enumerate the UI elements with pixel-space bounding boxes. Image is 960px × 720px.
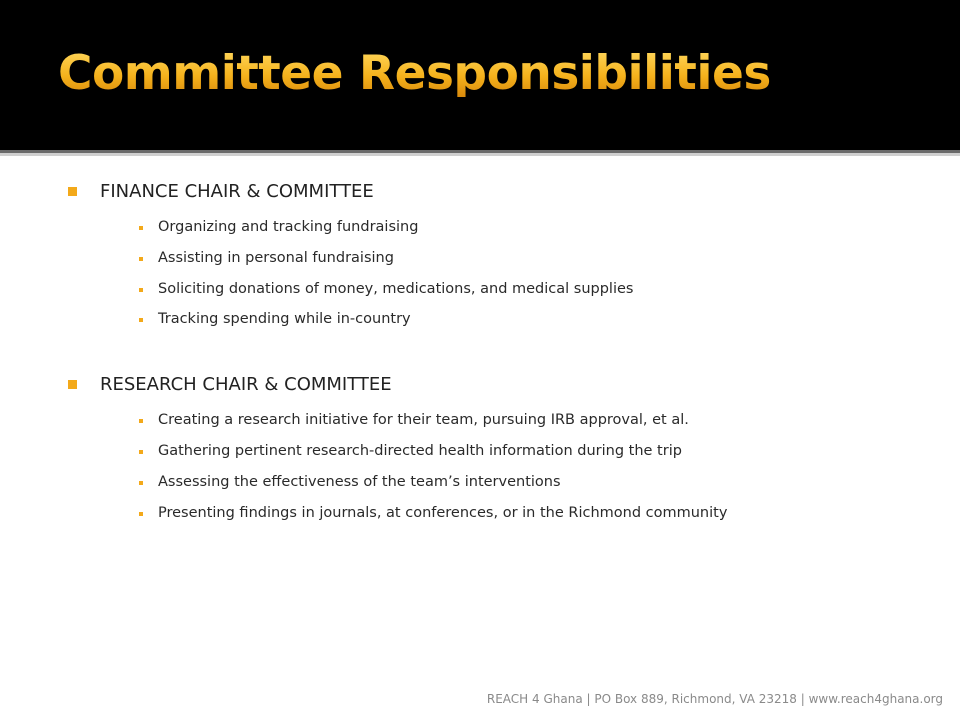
list-item: Assisting in personal fundraising — [158, 250, 394, 266]
small-square-bullet-icon — [139, 318, 143, 322]
small-square-bullet-icon — [139, 288, 143, 292]
list-item: Gathering pertinent research-directed health information during the trip — [158, 443, 682, 459]
small-square-bullet-icon — [139, 512, 143, 516]
square-bullet-icon — [68, 187, 77, 196]
small-square-bullet-icon — [139, 450, 143, 454]
small-square-bullet-icon — [139, 257, 143, 261]
small-square-bullet-icon — [139, 226, 143, 230]
small-square-bullet-icon — [139, 419, 143, 423]
list-item: Organizing and tracking fundraising — [158, 219, 419, 235]
slide-title: Committee Responsibilities — [58, 46, 771, 101]
list-item: Tracking spending while in-country — [158, 311, 411, 327]
small-square-bullet-icon — [139, 481, 143, 485]
footer-text: REACH 4 Ghana | PO Box 889, Richmond, VA 23218 | www.reach4ghana.org — [486, 692, 943, 706]
section-heading-research: RESEARCH CHAIR & COMMITTEE — [100, 374, 392, 395]
list-item: Assessing the effectiveness of the team’s interventions — [158, 474, 561, 490]
list-item: Soliciting donations of money, medications, and medical supplies — [158, 281, 634, 297]
section-heading-finance: FINANCE CHAIR & COMMITTEE — [100, 181, 374, 202]
list-item: Creating a research initiative for their team, pursuing IRB approval, et al. — [158, 412, 689, 428]
square-bullet-icon — [68, 380, 77, 389]
list-item: Presenting findings in journals, at conferences, or in the Richmond community — [158, 505, 728, 521]
